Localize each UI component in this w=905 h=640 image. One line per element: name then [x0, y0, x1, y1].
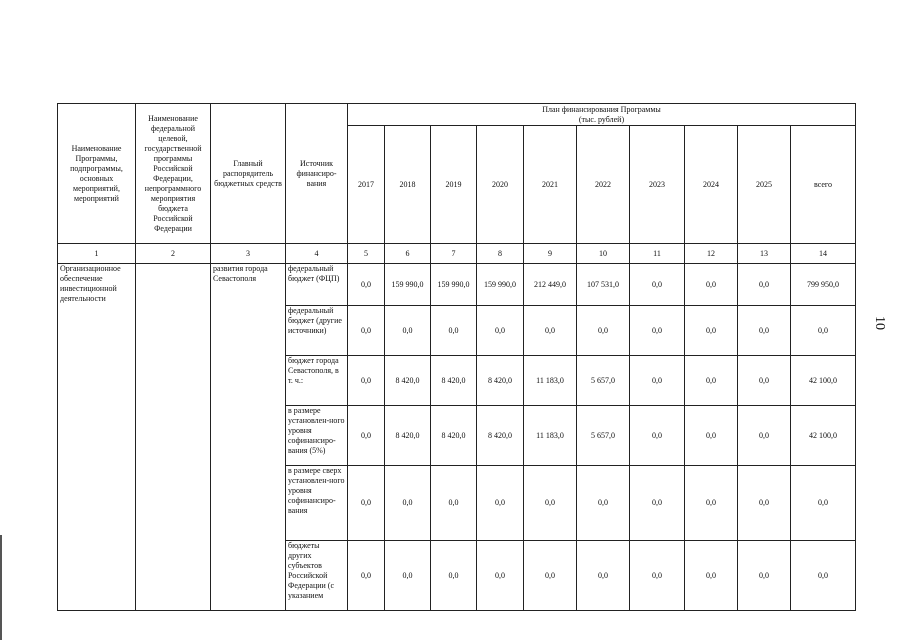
plan-title: План финансирования Программы [542, 104, 661, 114]
header-col4: Источник финансиро-вания [286, 104, 348, 244]
value-cell: 212 449,0 [524, 264, 577, 306]
value-cell: 0,0 [738, 466, 791, 541]
value-cell: 0,0 [630, 466, 685, 541]
value-cell: 0,0 [630, 406, 685, 466]
year-header-3: 2020 [477, 126, 524, 244]
activity-name: Организационное обеспечение инвестиционной деятельности [58, 264, 136, 611]
plan-header [348, 104, 856, 126]
column-number-13: 13 [738, 244, 791, 264]
value-cell: 0,0 [431, 466, 477, 541]
value-cell: 0,0 [685, 356, 738, 406]
value-cell: 0,0 [577, 306, 630, 356]
value-cell: 0,0 [630, 356, 685, 406]
funding-source: федеральный бюджет (ФЦП) [286, 264, 348, 306]
value-cell: 5 657,0 [577, 406, 630, 466]
column-number-7: 7 [431, 244, 477, 264]
value-cell: 0,0 [348, 356, 385, 406]
column-number-11: 11 [630, 244, 685, 264]
value-cell: 0,0 [630, 264, 685, 306]
value-cell: 0,0 [477, 466, 524, 541]
value-cell: 0,0 [738, 406, 791, 466]
value-cell: 8 420,0 [431, 406, 477, 466]
column-number-3: 3 [211, 244, 286, 264]
program-name-cell [136, 264, 211, 611]
funding-source: в размере установлен-ного уровня софинансиро-вания (5%) [286, 406, 348, 466]
column-number-8: 8 [477, 244, 524, 264]
value-cell: 0,0 [630, 306, 685, 356]
header-col2: Наименование федеральной целевой, государственной программы Российской Федерации, непрограммного мероприятия бюджета Российской Федерации [136, 104, 211, 244]
value-cell: 0,0 [685, 406, 738, 466]
value-cell: 11 183,0 [524, 356, 577, 406]
value-cell: 5 657,0 [577, 356, 630, 406]
value-cell: 0,0 [738, 264, 791, 306]
value-cell: 0,0 [685, 306, 738, 356]
value-cell: 0,0 [791, 541, 856, 611]
plan-unit: (тыс. рублей) [578, 114, 625, 124]
funding-source: федеральный бюджет (другие источники) [286, 306, 348, 356]
year-header-0: 2017 [348, 126, 385, 244]
value-cell: 107 531,0 [577, 264, 630, 306]
value-cell: 159 990,0 [431, 264, 477, 306]
value-cell: 0,0 [477, 541, 524, 611]
value-cell: 42 100,0 [791, 356, 856, 406]
funding-source: бюджет города Севастополя, в т. ч.: [286, 356, 348, 406]
value-cell: 0,0 [791, 466, 856, 541]
value-cell: 0,0 [385, 466, 431, 541]
value-cell: 0,0 [348, 541, 385, 611]
funding-source: в размере сверх установлен-ного уровня софинансиро-вания [286, 466, 348, 541]
value-cell: 0,0 [577, 541, 630, 611]
year-header-8: 2025 [738, 126, 791, 244]
value-cell: 0,0 [348, 466, 385, 541]
value-cell: 8 420,0 [431, 356, 477, 406]
value-cell: 0,0 [630, 541, 685, 611]
header-col1: Наименование Программы, подпрограммы, основных мероприятий, мероприятий [58, 104, 136, 244]
value-cell: 8 420,0 [477, 406, 524, 466]
value-cell: 8 420,0 [477, 356, 524, 406]
value-cell: 0,0 [524, 466, 577, 541]
column-number-6: 6 [385, 244, 431, 264]
year-header-2: 2019 [431, 126, 477, 244]
column-number-4: 4 [286, 244, 348, 264]
value-cell: 159 990,0 [385, 264, 431, 306]
financing-table [57, 103, 856, 611]
header-row-1 [58, 104, 856, 126]
value-cell: 0,0 [385, 541, 431, 611]
page-number: 10 [872, 316, 887, 330]
value-cell: 0,0 [385, 306, 431, 356]
value-cell: 799 950,0 [791, 264, 856, 306]
value-cell: 0,0 [738, 541, 791, 611]
value-cell: 0,0 [524, 541, 577, 611]
column-number-10: 10 [577, 244, 630, 264]
column-number-1: 1 [58, 244, 136, 264]
scan-edge-mark [0, 535, 2, 640]
value-cell: 42 100,0 [791, 406, 856, 466]
year-header-7: 2024 [685, 126, 738, 244]
column-number-9: 9 [524, 244, 577, 264]
value-cell: 8 420,0 [385, 406, 431, 466]
value-cell: 0,0 [685, 541, 738, 611]
header-col3: Главный распорядитель бюджетных средств [211, 104, 286, 244]
year-header-6: 2023 [630, 126, 685, 244]
funding-source: бюджеты других субъектов Российской Федерации (с указанием [286, 541, 348, 611]
value-cell: 0,0 [348, 264, 385, 306]
value-cell: 11 183,0 [524, 406, 577, 466]
value-cell: 0,0 [431, 306, 477, 356]
value-cell: 0,0 [738, 306, 791, 356]
value-cell: 0,0 [431, 541, 477, 611]
column-number-row [58, 244, 856, 264]
value-cell: 0,0 [477, 306, 524, 356]
value-cell: 0,0 [348, 306, 385, 356]
table-body [58, 104, 856, 611]
administrator-name: развития города Севастополя [211, 264, 286, 611]
value-cell: 0,0 [524, 306, 577, 356]
year-header-1: 2018 [385, 126, 431, 244]
value-cell: 0,0 [577, 466, 630, 541]
value-cell: 0,0 [791, 306, 856, 356]
year-header-9: всего [791, 126, 856, 244]
column-number-5: 5 [348, 244, 385, 264]
year-header-5: 2022 [577, 126, 630, 244]
column-number-2: 2 [136, 244, 211, 264]
value-cell: 0,0 [685, 264, 738, 306]
value-cell: 0,0 [348, 406, 385, 466]
value-cell: 0,0 [685, 466, 738, 541]
table-row [58, 264, 856, 306]
year-header-4: 2021 [524, 126, 577, 244]
value-cell: 8 420,0 [385, 356, 431, 406]
value-cell: 159 990,0 [477, 264, 524, 306]
value-cell: 0,0 [738, 356, 791, 406]
column-number-12: 12 [685, 244, 738, 264]
column-number-14: 14 [791, 244, 856, 264]
